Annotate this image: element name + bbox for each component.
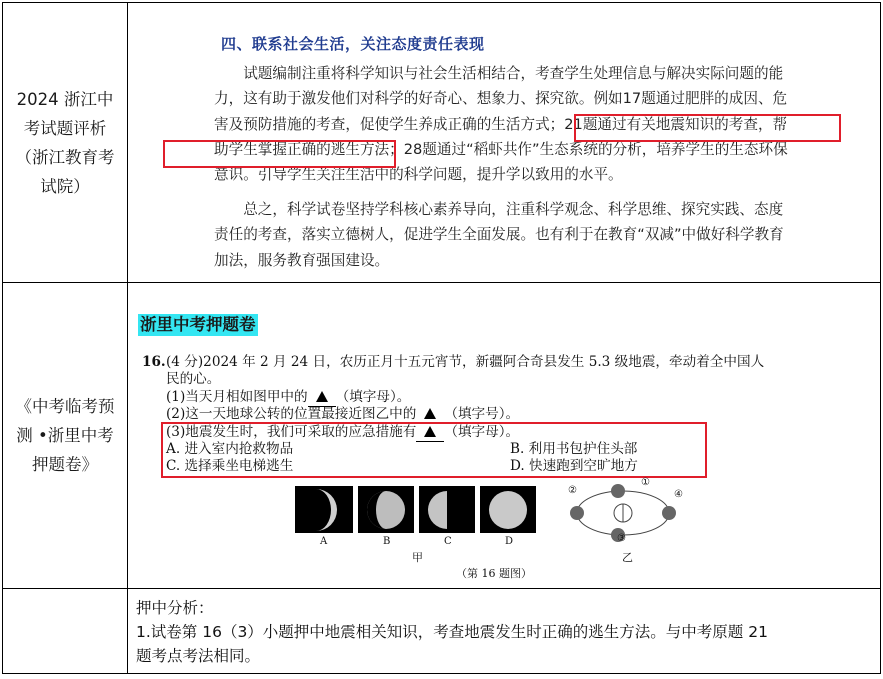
option-b: B. 利用书包护住头部	[510, 441, 638, 457]
orbit-label-2: ②	[568, 485, 577, 496]
para1-line: 助学生掌握正确的逃生方法；28题通过“稻虾共作”生态系统的分析，培养学生的生态环保	[214, 140, 788, 158]
question-stem: (4 分)2024 年 2 月 24 日，农历正月十五元宵节，新疆阿合奇县发生 5.3 级地震，牵动着全中国人	[166, 354, 765, 370]
figure-jia-label: 甲	[412, 551, 423, 564]
analysis-line-1: 1.试卷第 16（3）小题押中地震相关知识，考查地震发生时正确的逃生方法。与中考原题 21	[136, 623, 768, 641]
triangle-icon	[424, 408, 436, 419]
para2-line: 总之，科学试卷坚持学科核心素养导向，注重科学观念、科学思维、探究实践、态度	[243, 201, 784, 218]
orbit-label-4: ④	[674, 489, 683, 500]
paragraph-2	[214, 197, 832, 273]
orbit-label-3: ③	[617, 533, 626, 544]
option-d: D. 快速跑到空旷地方	[510, 458, 638, 474]
moon-phase-c	[419, 486, 475, 533]
moon-label-c: C	[444, 536, 452, 547]
row1-label-cell	[3, 3, 127, 282]
row3-content-cell	[128, 589, 880, 673]
moon-label-b: B	[383, 536, 391, 547]
red-highlight-box-upper	[574, 114, 841, 142]
para1-line: 试题编制注重将科学知识与社会生活相结合，考查学生处理信息与解决实际问题的能	[243, 65, 784, 82]
earth-orbit-diagram	[561, 476, 691, 548]
row1-label: 2024 浙江中考试题评析（浙江教育考试院）	[15, 89, 115, 196]
highlighted-title: 浙里中考押题卷	[140, 315, 256, 334]
row2-content-cell	[128, 283, 880, 588]
para1-line: 意识。引导学生关注生活中的科学问题，提升学以致用的水平。	[214, 166, 623, 184]
moon-phase-a	[295, 486, 353, 533]
para2-line: 责任的考查，落实立德树人，促进学生全面发展。也有利于在教育“双减”中做好科学教育	[214, 226, 784, 244]
moon-label-d: D	[505, 536, 514, 547]
option-c: C. 选择乘坐电梯逃生	[166, 458, 294, 474]
subquestion-1: (1)当天月相如图甲中的 （填字母）。	[166, 389, 411, 405]
figure-caption: （第 16 题图）	[456, 567, 532, 580]
subquestion-3: (3)地震发生时，我们可采取的应急措施有 （填字母）。	[166, 424, 520, 440]
question-stem-cont: 民的心。	[166, 371, 221, 387]
answer-blank	[308, 389, 336, 407]
red-highlight-box-question	[161, 422, 707, 478]
moon-phase-d	[480, 486, 536, 533]
analysis-line-2: 题考点考法相同。	[136, 647, 261, 665]
row2-label: 《中考临考预测 •浙里中考押题卷》	[15, 397, 115, 474]
subquestion-2: (2)这一天地球公转的位置最接近图乙中的 （填字号）。	[166, 406, 520, 422]
analysis-title: 押中分析：	[136, 599, 214, 617]
option-a: A. 进入室内抢救物品	[166, 441, 294, 457]
moon-label-a: A	[320, 536, 328, 547]
orbit-label-1: ①	[641, 477, 650, 488]
row2-label-cell	[3, 283, 127, 588]
figure-yi-label: 乙	[622, 551, 633, 564]
section-heading: 四、联系社会生活，关注态度责任表现	[221, 35, 485, 53]
moon-phase-b	[358, 486, 414, 533]
para2-line: 加法，服务教育强国建设。	[214, 251, 390, 269]
triangle-icon	[316, 391, 328, 402]
row1-content-cell	[128, 3, 880, 282]
para1-line: 害及预防措施的考查，促使学生养成正确的生活方式；21题通过有关地震知识的考查，帮	[214, 115, 788, 133]
question-number: 16.	[142, 354, 166, 370]
para1-line: 力，这有助于激发他们对科学的好奇心、想象力、探究欲。例如17题通过肥胖的成因、危	[214, 90, 788, 108]
comparison-table	[2, 2, 881, 674]
red-highlight-box-lower	[163, 140, 396, 168]
